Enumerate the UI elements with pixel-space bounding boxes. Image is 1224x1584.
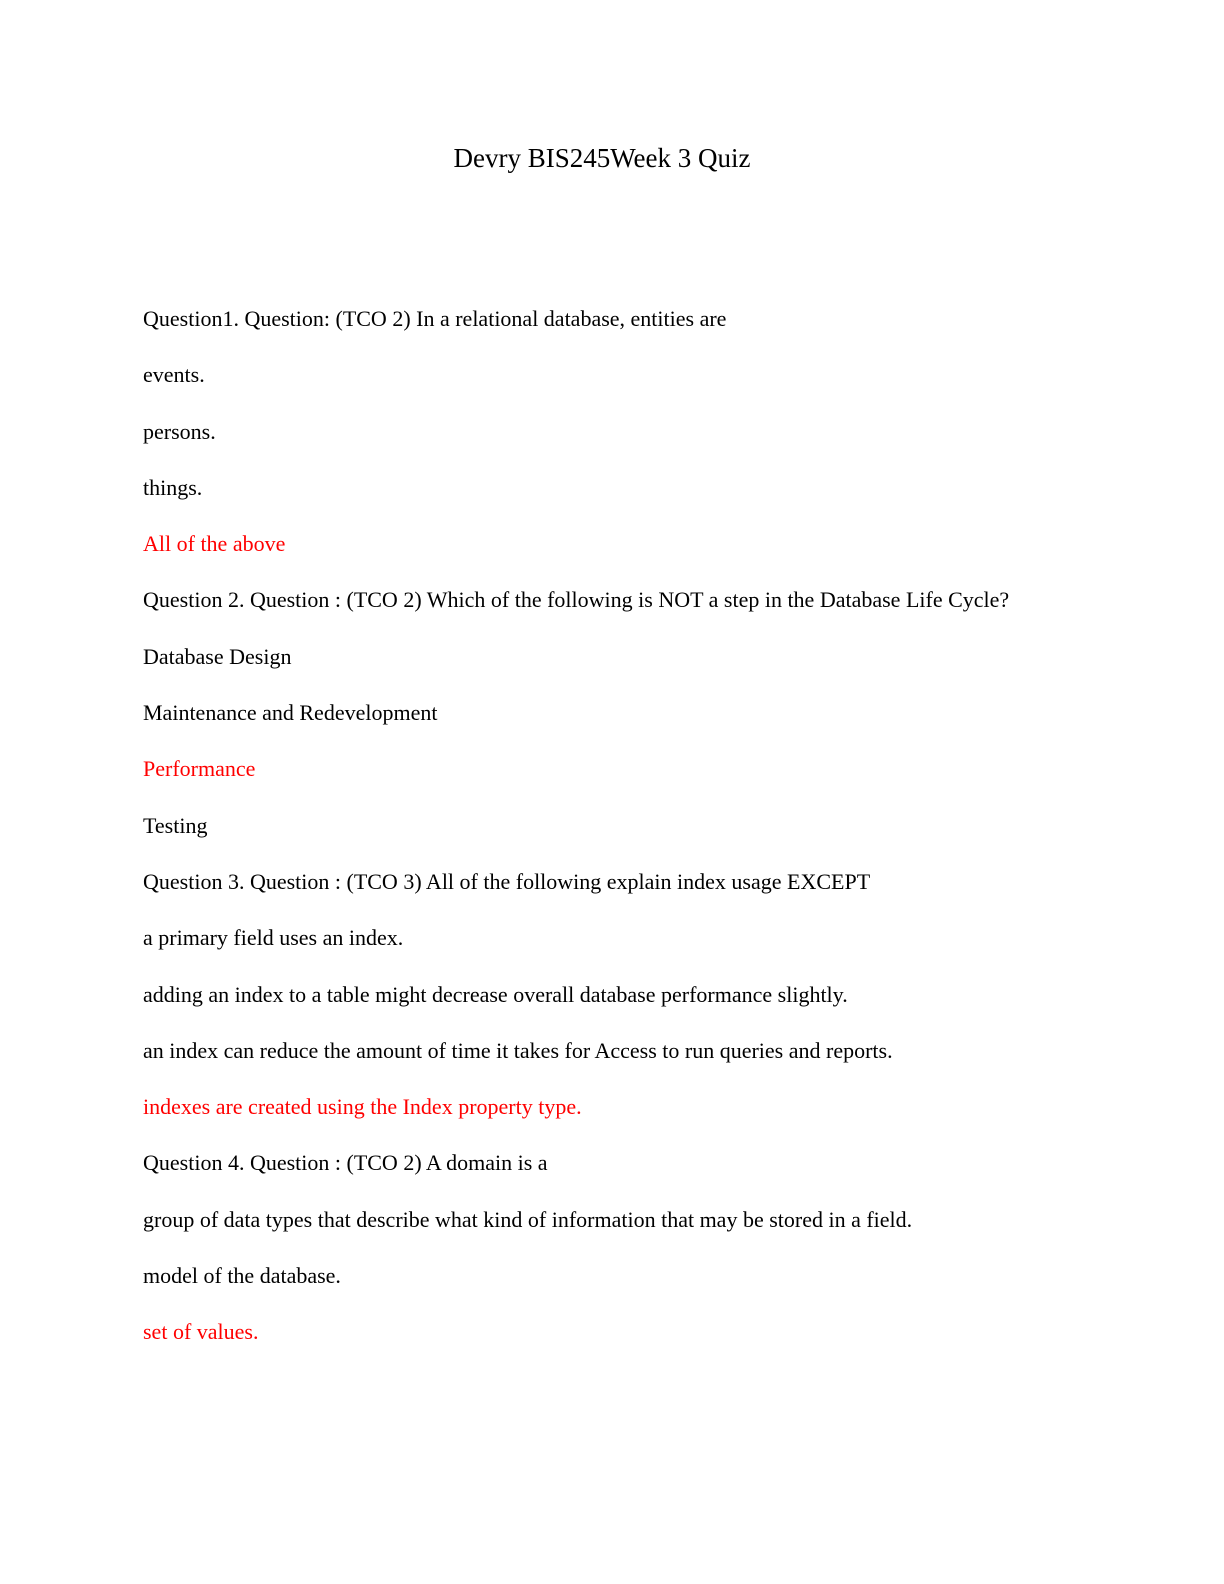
quiz-content: [143, 305, 1143, 1375]
question-2-correct-answer: Performance: [143, 756, 256, 782]
question-1-correct-answer: All of the above: [143, 531, 286, 557]
question-4-text: Question 4. Question : (TCO 2) A domain is a: [143, 1150, 548, 1176]
question-4-option-1: group of data types that describe what kind of information that may be stored in a field.: [143, 1206, 913, 1232]
question-4-correct-answer: set of values.: [143, 1319, 259, 1345]
question-4-option-2: model of the database.: [143, 1263, 341, 1289]
question-2-option-1: Database Design: [143, 643, 292, 669]
question-3-option-1: a primary field uses an index.: [143, 925, 404, 951]
question-1-option-3: things.: [143, 474, 203, 500]
question-2-text: Question 2. Question : (TCO 2) Which of the following is NOT a step in the Database Life Cycle?: [143, 587, 1010, 613]
question-1-option-1: events.: [143, 362, 205, 388]
question-3-text: Question 3. Question : (TCO 3) All of the following explain index usage EXCEPT: [143, 868, 871, 894]
question-3-correct-answer: indexes are created using the Index property type.: [143, 1094, 582, 1120]
question-1-option-2: persons.: [143, 418, 216, 444]
document-title: Devry BIS245Week 3 Quiz: [453, 143, 751, 173]
question-2-option-4: Testing: [143, 812, 208, 838]
question-2-option-2: Maintenance and Redevelopment: [143, 700, 438, 726]
question-3-option-2: adding an index to a table might decrease overall database performance slightly.: [143, 981, 848, 1007]
question-3-option-3: an index can reduce the amount of time it takes for Access to run queries and reports.: [143, 1037, 893, 1063]
question-1-text: Question1. Question: (TCO 2) In a relational database, entities are: [143, 306, 727, 331]
